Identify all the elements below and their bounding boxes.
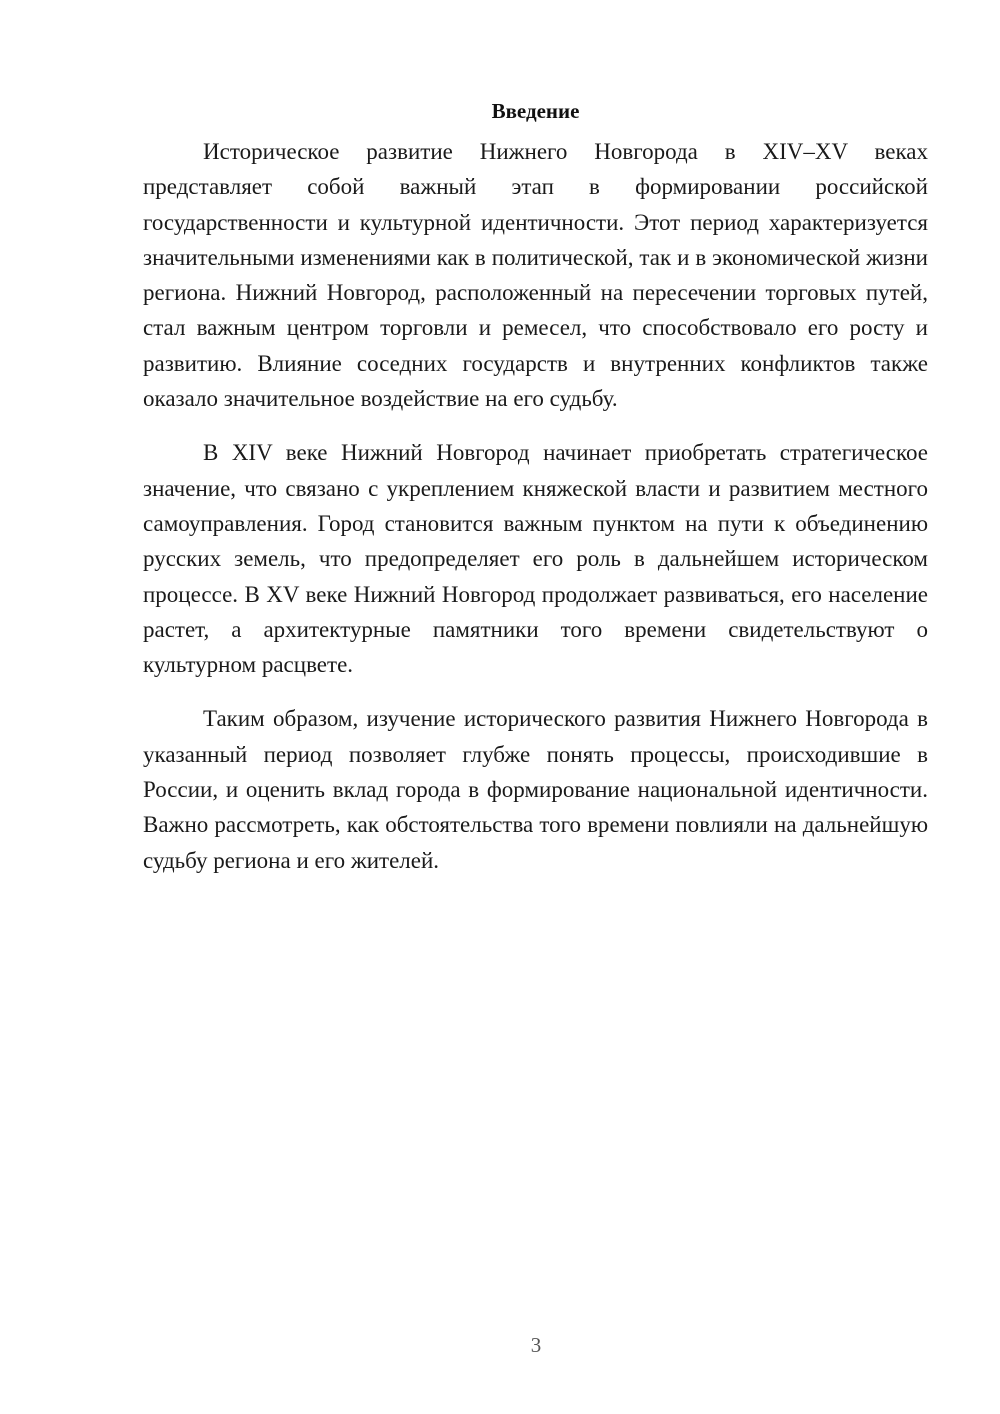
paragraph-1: Историческое развитие Нижнего Новгорода в XIV–XV веках представляет собой важный этап в формировании российской государственности и культурной идентичности. Этот период характеризуется значительными изменениями как в политической, так и в экономической жизни региона. Нижний Новгород, расположенный на пересечении торговых путей, стал важным центром торговли и ремесел, что способствовало его росту и развитию. Влияние соседних государств и внутренних конфликтов также оказало значительное воздействие на его судьбу. [143,139,928,412]
paragraph-2: В XIV веке Нижний Новгород начинает приобретать стратегическое значение, что связано с укреплением княжеской власти и развитием местного самоуправления. Город становится важным пунктом на пути к объединению русских земель, что предопределяет его роль в дальнейшем историческом процессе. В XV веке Нижний Новгород продолжает развиваться, его население растет, а архитектурные памятники того времени свидетельствуют о культурном расцвете. [143,440,928,678]
page-number: 3 [530,1333,542,1357]
page-content [143,96,928,897]
paragraph-3: Таким образом, изучение исторического развития Нижнего Новгорода в указанный период позволяет глубже понять процессы, происходившие в России, и оценить вклад города в формирование национальной идентичности. Важно рассмотреть, как обстоятельства того времени повлияли на дальнейшую судьбу региона и его жителей. [143,706,928,873]
section-heading: Введение [491,99,580,123]
